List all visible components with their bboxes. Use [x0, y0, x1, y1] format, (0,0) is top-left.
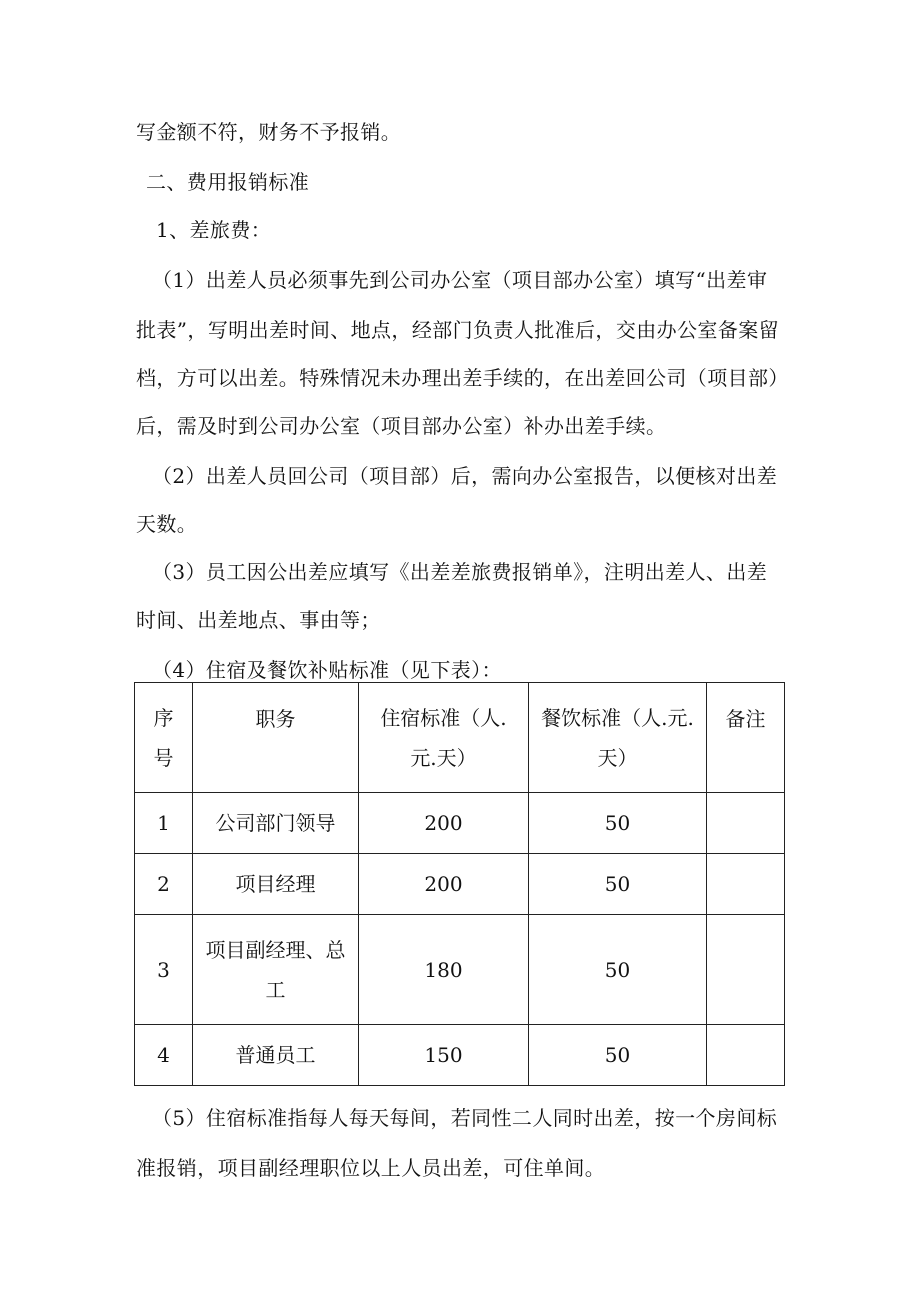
paragraph-line: 写金额不符，财务不予报销。 [136, 120, 402, 144]
row-remark [707, 1025, 785, 1086]
paragraph-line: 准报销，项目副经理职位以上人员出差，可住单间。 [136, 1156, 606, 1180]
row-position: 项目经理 [193, 854, 359, 915]
paragraph-line: 后，需及时到公司办公室（项目部办公室）补办出差手续。 [136, 414, 667, 438]
row-lodging: 200 [359, 793, 529, 854]
row-meal: 50 [529, 915, 707, 1025]
paragraph-line: 时间、出差地点、事由等； [136, 608, 381, 632]
table-row [135, 915, 785, 1025]
row-lodging: 200 [359, 854, 529, 915]
table-row [135, 793, 785, 854]
paragraph-line: （5）住宿标准指每人每天每间，若同性二人同时出差，按一个房间标 [152, 1106, 778, 1130]
table-row [135, 854, 785, 915]
header-position: 职务 [193, 683, 359, 793]
header-no: 序号 [135, 683, 193, 793]
row-lodging: 180 [359, 915, 529, 1025]
row-remark [707, 915, 785, 1025]
paragraph-line: （4）住宿及餐饮补贴标准（见下表）： [152, 658, 502, 682]
sub-heading: 1、差旅费： [156, 218, 272, 242]
paragraph-line: （1）出差人员必须事先到公司办公室（项目部办公室）填写“出差审 [152, 268, 768, 292]
row-meal: 50 [529, 1025, 707, 1086]
row-remark [707, 854, 785, 915]
row-remark [707, 793, 785, 854]
table-row [135, 1025, 785, 1086]
row-no: 3 [135, 915, 193, 1025]
row-meal: 50 [529, 854, 707, 915]
row-position: 公司部门领导 [193, 793, 359, 854]
paragraph-line: 批表”，写明出差时间、地点，经部门负责人批准后，交由办公室备案留 [136, 318, 780, 342]
paragraph-line: （2）出差人员回公司（项目部）后，需向办公室报告，以便核对出差 [152, 464, 778, 488]
row-position: 项目副经理、总工 [193, 915, 359, 1025]
paragraph-line: （3）员工因公出差应填写《出差差旅费报销单》，注明出差人、出差 [152, 560, 768, 584]
header-meal: 餐饮标准（人.元.天） [529, 683, 707, 793]
section-heading: 二、费用报销标准 [146, 170, 310, 194]
table-header-row [135, 683, 785, 793]
row-no: 4 [135, 1025, 193, 1086]
header-remark: 备注 [707, 683, 785, 793]
row-meal: 50 [529, 793, 707, 854]
header-lodging: 住宿标准（人.元.天） [359, 683, 529, 793]
allowance-table [134, 682, 785, 1086]
row-no: 1 [135, 793, 193, 854]
paragraph-line: 天数。 [136, 512, 198, 536]
row-position: 普通员工 [193, 1025, 359, 1086]
row-lodging: 150 [359, 1025, 529, 1086]
paragraph-line: 档，方可以出差。特殊情况未办理出差手续的，在出差回公司（项目部） [136, 366, 789, 390]
row-no: 2 [135, 854, 193, 915]
